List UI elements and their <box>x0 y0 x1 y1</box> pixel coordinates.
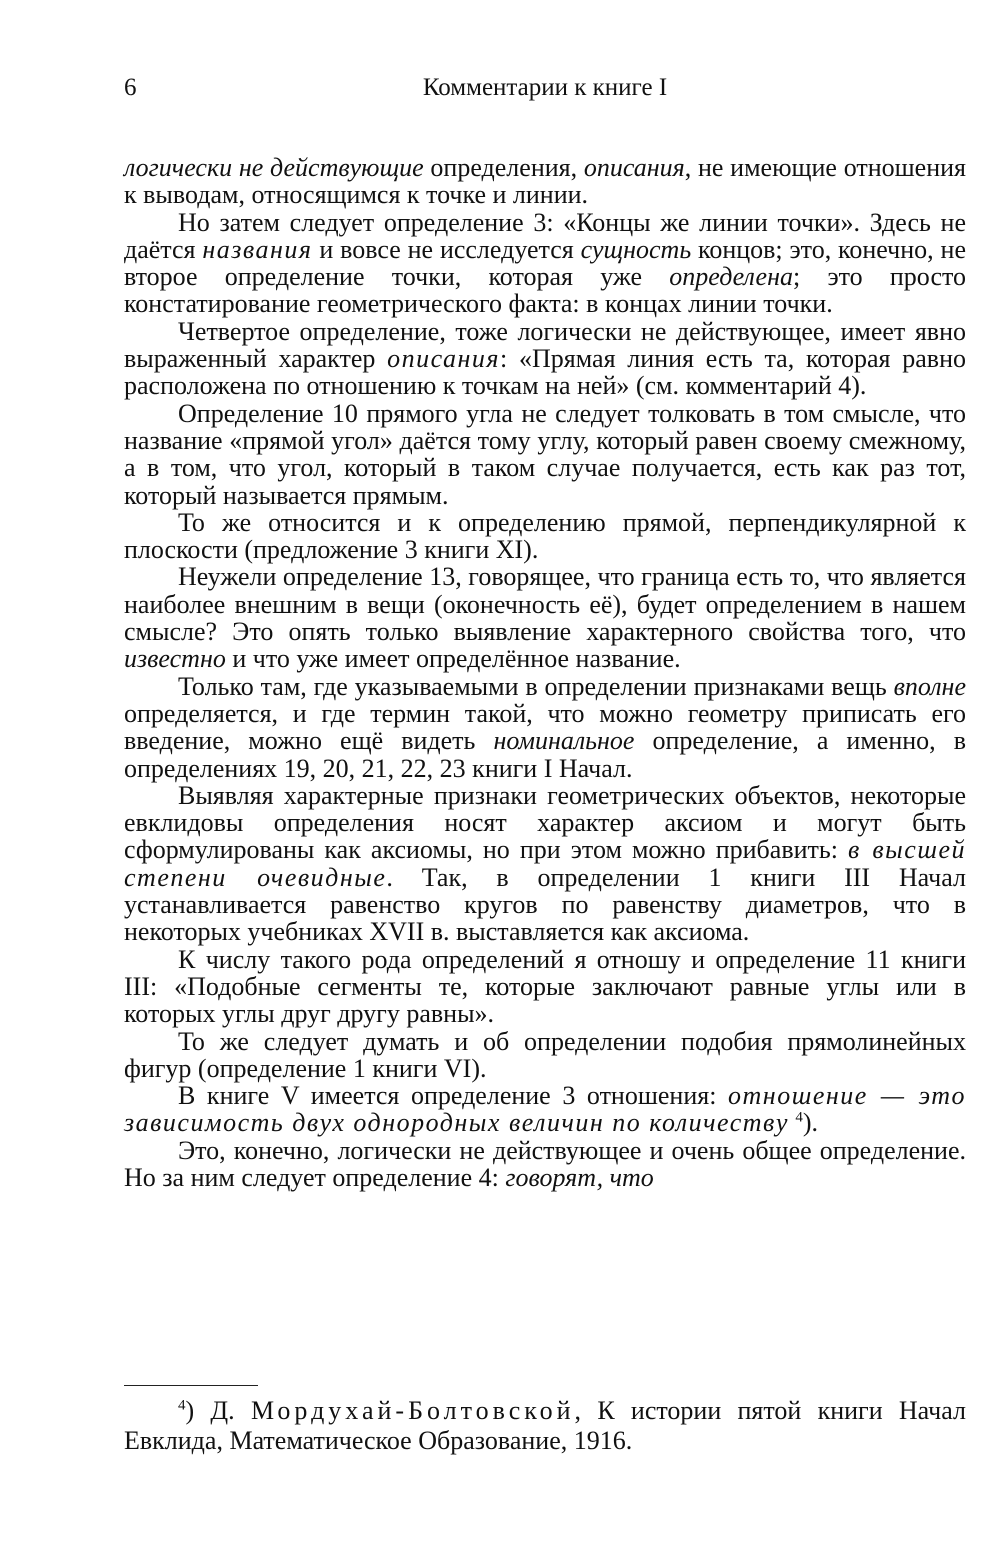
emphasized-text: отношение — это зависимость двух однородных величин по количеству <box>124 1081 966 1138</box>
paragraph <box>124 563 966 672</box>
text-run: концов; это, конечно, не второе определение точки, которая уже <box>124 234 966 292</box>
paragraph <box>124 946 966 1028</box>
text-run: Четвертое определение, тоже логически не действующее, имеет явно выраженный характер <box>124 316 966 374</box>
paragraph <box>124 509 966 564</box>
emphasized-text: описания <box>387 344 501 374</box>
paragraph <box>124 782 966 946</box>
text-run: То же относится и к определению прямой, перпендикулярной к плоскости (предложение 3 книги XI). <box>124 507 966 565</box>
text-run: : «Прямая линия есть та, которая равно расположена по отношению к точкам на ней» (см. комментарий 4). <box>124 344 966 401</box>
emphasized-text: известно <box>124 644 226 674</box>
emphasized-text: говорят, что <box>505 1162 654 1192</box>
paragraph <box>124 673 966 782</box>
running-title: Комментарии к книге I <box>422 74 668 101</box>
text-run: и что уже имеет определённое название. <box>225 644 681 674</box>
text-run: К числу такого рода определений я отношу и определение 11 книги III: «Подобные сегменты те, которые заключают равные углы или в которых углы друг другу равны». <box>124 944 966 1029</box>
paragraph <box>124 1082 966 1137</box>
text-run: То же следует думать и об определении подобия прямолинейных фигур (определение 1 книги VI). <box>124 1026 966 1083</box>
footnote-ref: 4 <box>795 1109 803 1126</box>
text-run: определение, а именно, в определениях 19, 20, 21, 22, 23 книги I Начал. <box>124 726 966 783</box>
text-run: , не имеющие отношения к выводам, относящимся к точке и линии. <box>124 153 966 210</box>
page-number: 6 <box>124 74 137 101</box>
emphasized-text: в высшей степени очевидные <box>124 835 966 892</box>
footnote <box>124 1396 966 1456</box>
paragraph <box>124 154 966 209</box>
text-run: определения, <box>423 153 584 182</box>
text-run: и вовсе не исследуется <box>312 234 581 264</box>
text-run: ) Д. <box>185 1396 251 1425</box>
text-run: Это, конечно, логически не действующее и очень общее определение. Но за ним следует определение 4: <box>124 1135 966 1192</box>
emphasized-text: Мордухай-Болтовской <box>250 1396 575 1425</box>
main-text <box>124 154 966 1191</box>
page-header <box>124 74 966 104</box>
emphasized-text: вполне <box>893 671 966 701</box>
paragraph <box>124 1028 966 1083</box>
emphasized-text: сущность <box>580 234 692 264</box>
text-run: определяется, и где термин такой, что можно геометру приписать его введение, можно ещё видеть <box>124 698 966 756</box>
emphasized-text: описания <box>583 153 685 182</box>
text-run: Но затем следует определение 3: «Концы же линии точки». Здесь не даётся <box>124 207 966 264</box>
emphasized-text: определена <box>669 262 793 292</box>
paragraph <box>124 209 966 318</box>
text-run: , К истории пятой книги Начал Евклида, Математическое Образование, 1916. <box>124 1396 966 1455</box>
paragraph <box>124 1137 966 1192</box>
emphasized-text: названия <box>202 234 313 264</box>
emphasized-text: логически не действующие <box>124 153 424 182</box>
text-run: ). <box>802 1108 819 1138</box>
footnote-divider <box>124 1385 258 1386</box>
footnote-ref: 4 <box>178 1397 186 1414</box>
text-run: Выявляя характерные признаки геометрических объектов, некоторые евклидовы определения носят характер аксиом и могут быть сформулированы как аксиомы, но при этом можно прибавить: <box>124 780 966 865</box>
paragraph <box>124 400 966 509</box>
text-run: ; это просто констатирование геометрического факта: в концах линии точки. <box>124 262 967 319</box>
emphasized-text: номинальное <box>493 726 635 756</box>
paragraph <box>124 318 966 400</box>
text-run: . Так, в определении 1 книги III Начал устанавливается равенство кругов по равенству диаметров, что в некоторых учебниках XVII в. выставляется как аксиома. <box>124 862 966 947</box>
text-run: В книге V имеется определение 3 отношения: <box>178 1081 729 1111</box>
text-run: Определение 10 прямого угла не следует толковать в том смысле, что название «прямой угол» даётся тому углу, который равен своему смежному, а в том, что угол, который в таком случае получается, есть как раз тот, который называется прямым. <box>124 398 966 510</box>
text-run: Неужели определение 13, говорящее, что граница есть то, что является наиболее внешним в вещи (оконечность её), будет определением в нашем смысле? Это опять только выявление характерного свойства того, что <box>124 562 966 647</box>
text-run: Только там, где указываемыми в определении признаками вещь <box>178 671 894 701</box>
